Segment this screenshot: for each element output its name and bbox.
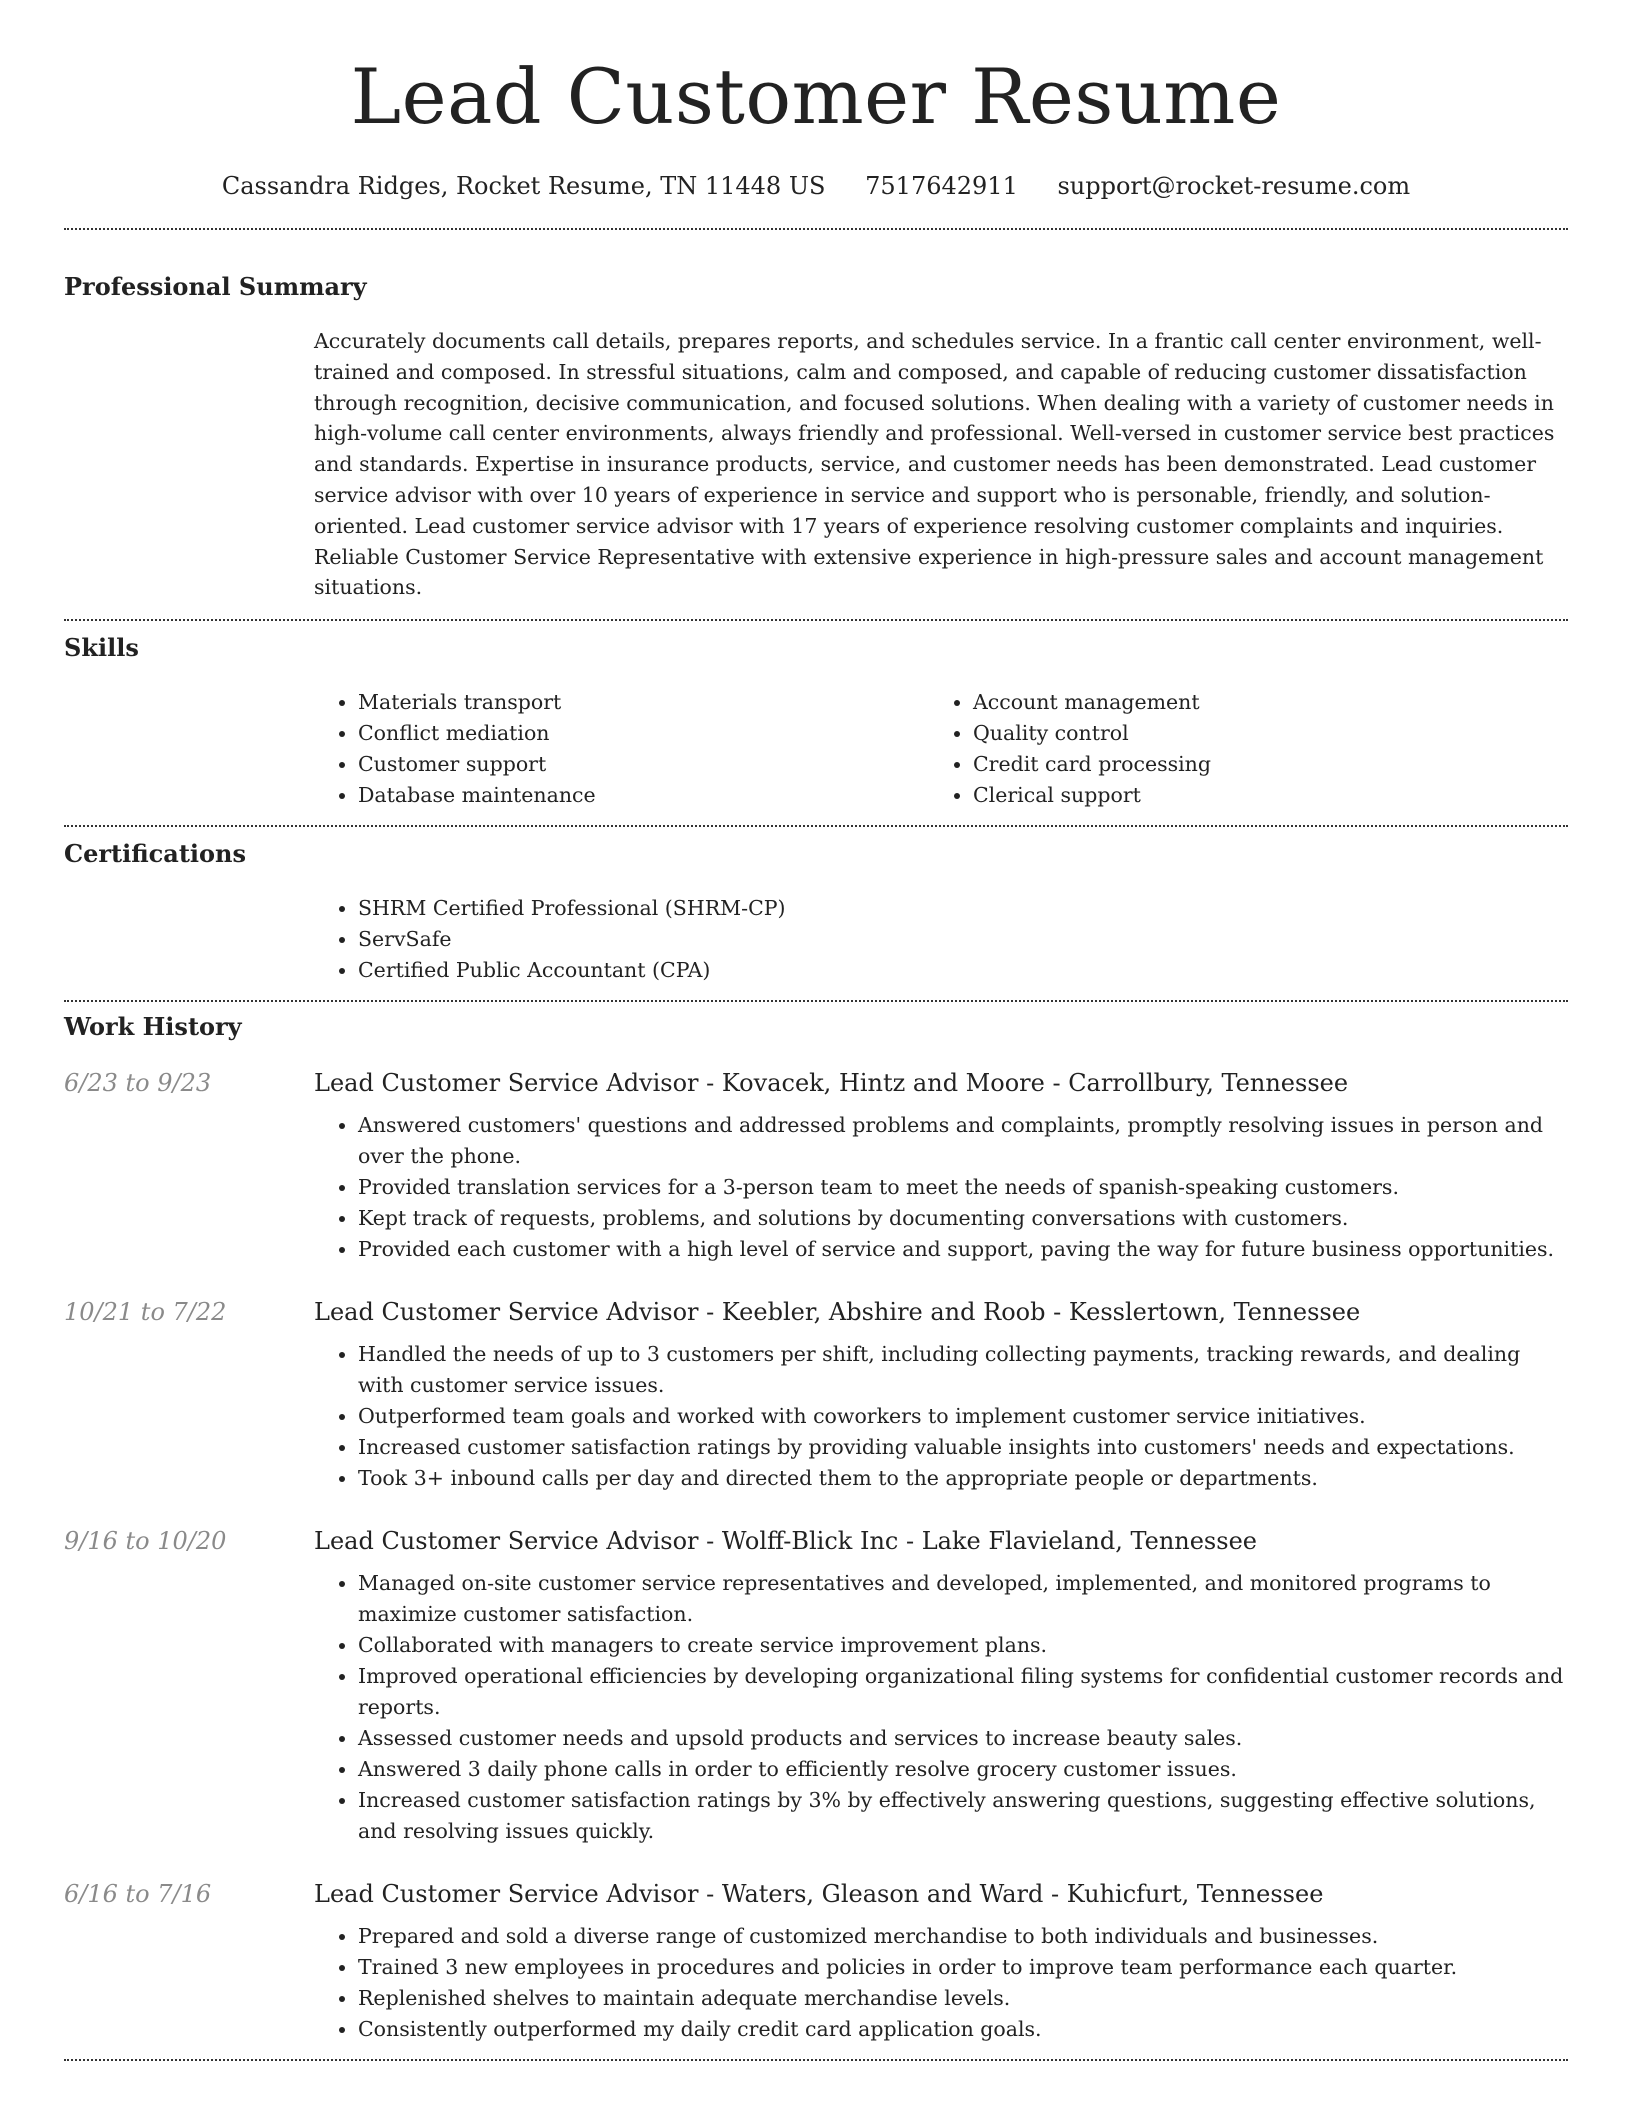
job-dates: 9/16 to 10/20 — [64, 1527, 227, 1556]
skill-item: • Credit card processing — [973, 749, 1544, 780]
contact-email: support@rocket-resume.com — [1057, 172, 1411, 200]
job-duty: • Answered 3 daily phone calls in order to efficiently resolve grocery customer issues. — [358, 1754, 1568, 1785]
certifications-list — [314, 893, 1568, 986]
job-title: Lead Customer Service Advisor - Wolff-Blick Inc - Lake Flavieland, Tennessee — [314, 1527, 1257, 1556]
job-duty: • Answered customers' questions and addressed problems and complaints, promptly resolving issues in person and over the phone. — [358, 1110, 1568, 1172]
job-duty: • Managed on-site customer service representatives and developed, implemented, and monitored programs to maximize customer satisfaction. — [358, 1568, 1568, 1630]
job-entry — [64, 1524, 1568, 1847]
certifications-heading: Certifications — [64, 839, 247, 869]
contact-phone: 7517642911 — [865, 172, 1018, 200]
job-duty: • Improved operational efficiencies by developing organizational filing systems for confidential customer records and reports. — [358, 1661, 1568, 1723]
job-title: Lead Customer Service Advisor - Keebler, Abshire and Roob - Kesslertown, Tennessee — [314, 1298, 1361, 1327]
job-duty: • Replenished shelves to maintain adequate merchandise levels. — [358, 1983, 1568, 2014]
skill-item: • Clerical support — [973, 780, 1544, 811]
skills-heading: Skills — [64, 633, 139, 663]
job-duty: • Collaborated with managers to create service improvement plans. — [358, 1630, 1568, 1661]
summary-text: Accurately documents call details, prepares reports, and schedules service. In a frantic call center environment, well-trained and composed. In stressful situations, calm and composed, and capable of reducing customer dissatisfaction through recognition, decisive communication, and focused solutions. When dealing with a variety of customer needs in high-volume call center environments, always friendly and professional. Well-versed in customer service best practices and standards. Expertise in insurance products, service, and customer needs has been demonstrated. Lead customer service advisor with over 10 years of experience in service and support who is personable, friendly, and solution-oriented. Lead customer service advisor with 17 years of experience resolving customer complaints and inquiries. Reliable Customer Service Representative with extensive experience in high-pressure sales and account management situations. — [314, 329, 1555, 600]
skill-item: • Database maintenance — [358, 780, 929, 811]
certification-item: • SHRM Certified Professional (SHRM-CP) — [358, 893, 1568, 924]
skill-item: • Customer support — [358, 749, 929, 780]
job-duty: • Trained 3 new employees in procedures and policies in order to improve team performance each quarter. — [358, 1952, 1568, 1983]
job-duty: • Provided translation services for a 3-person team to meet the needs of spanish-speaking customers. — [358, 1172, 1568, 1203]
job-duty: • Provided each customer with a high level of service and support, paving the way for future business opportunities. — [358, 1234, 1568, 1265]
job-entry — [64, 1877, 1568, 2045]
skill-item: • Quality control — [973, 718, 1544, 749]
divider — [64, 1000, 1568, 1002]
skill-item: • Conflict mediation — [358, 718, 929, 749]
skill-item: • Materials transport — [358, 687, 929, 718]
divider — [64, 825, 1568, 827]
job-dates: 6/23 to 9/23 — [64, 1069, 212, 1098]
job-duty: • Handled the needs of up to 3 customers per shift, including collecting payments, tracking rewards, and dealing with customer service issues. — [358, 1339, 1568, 1401]
divider — [64, 2059, 1568, 2061]
job-duty: • Kept track of requests, problems, and solutions by documenting conversations with customers. — [358, 1203, 1568, 1234]
certification-item: • Certified Public Accountant (CPA) — [358, 955, 1568, 986]
contact-address: Cassandra Ridges, Rocket Resume, TN 11448 US — [221, 172, 826, 200]
skills-column-right — [929, 687, 1544, 811]
job-duty: • Consistently outperformed my daily credit card application goals. — [358, 2014, 1568, 2045]
job-duties — [314, 1110, 1568, 1265]
skills-list — [314, 687, 1568, 811]
job-title: Lead Customer Service Advisor - Waters, Gleason and Ward - Kuhicfurt, Tennessee — [314, 1880, 1324, 1909]
certification-item: • ServSafe — [358, 924, 1568, 955]
job-duties — [314, 1568, 1568, 1847]
summary-heading: Professional Summary — [64, 272, 367, 301]
job-duty: • Took 3+ inbound calls per day and directed them to the appropriate people or departments. — [358, 1463, 1568, 1494]
job-dates: 6/16 to 7/16 — [64, 1880, 212, 1909]
job-duties — [314, 1921, 1568, 2045]
job-duty: • Assessed customer needs and upsold products and services to increase beauty sales. — [358, 1723, 1568, 1754]
job-duties — [314, 1339, 1568, 1494]
divider — [64, 228, 1568, 230]
job-entry — [64, 1295, 1568, 1494]
job-entry — [64, 1066, 1568, 1265]
divider — [64, 619, 1568, 621]
job-title: Lead Customer Service Advisor - Kovacek, Hintz and Moore - Carrollbury, Tennessee — [314, 1069, 1349, 1098]
job-duty: • Prepared and sold a diverse range of customized merchandise to both individuals and businesses. — [358, 1921, 1568, 1952]
resume-title: Lead Customer Resume — [350, 52, 1282, 141]
job-dates: 10/21 to 7/22 — [64, 1298, 227, 1327]
job-duty: • Increased customer satisfaction ratings by providing valuable insights into customers' needs and expectations. — [358, 1432, 1568, 1463]
skill-item: • Account management — [973, 687, 1544, 718]
skills-column-left — [314, 687, 929, 811]
contact-line — [64, 168, 1568, 204]
work-history-heading: Work History — [64, 1012, 242, 1042]
job-duty: • Increased customer satisfaction ratings by 3% by effectively answering questions, suggesting effective solutions, and resolving issues quickly. — [358, 1785, 1568, 1847]
job-duty: • Outperformed team goals and worked with coworkers to implement customer service initiatives. — [358, 1401, 1568, 1432]
